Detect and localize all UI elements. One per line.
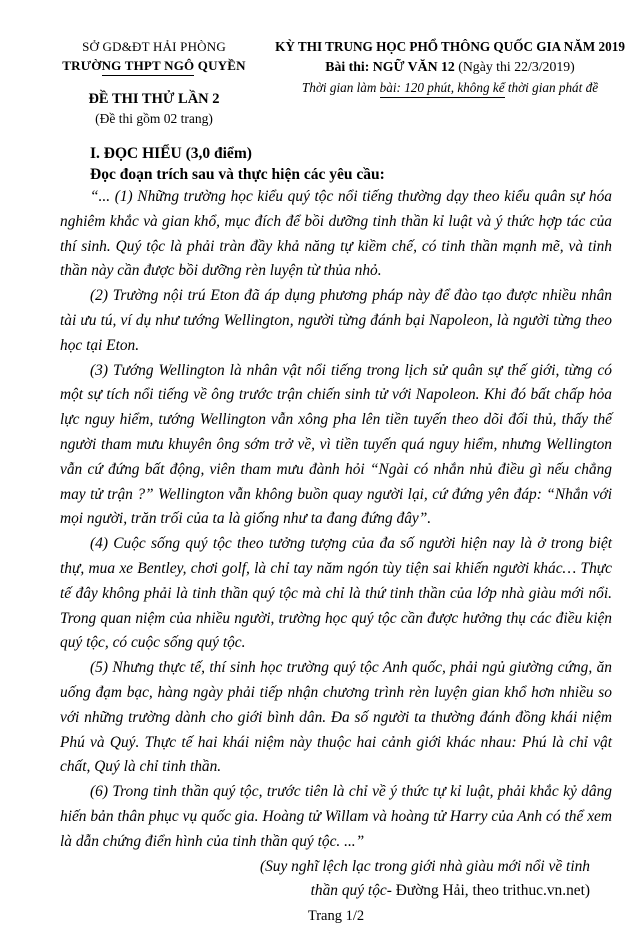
source-attribution xyxy=(60,855,612,905)
passage-paragraph-2: (2) Trường nội trú Eton đã áp dụng phương pháp này để đào tạo được nhiều nhân tài ưu tú, ví dụ như tướng Wellington, người từng đánh bại Napoleon, là người từng theo học tại Eton. xyxy=(60,287,612,354)
document-header xyxy=(0,38,641,128)
attribution-source-title: thần quý tộc xyxy=(310,882,387,900)
section-heading: I. ĐỌC HIỂU (3,0 điểm) xyxy=(90,145,252,162)
duration-post: thời gian phát đề xyxy=(504,80,599,95)
department-name: SỞ GD&ĐT HẢI PHÒNG xyxy=(82,39,226,54)
school-name xyxy=(45,56,263,75)
school-name-pre: TRƯỜ xyxy=(62,58,102,73)
passage-paragraph-3: (3) Tướng Wellington là nhân vật nổi tiếng trong lịch sử quân sự thế giới, từng có một sự tích nổi tiếng về ông trước trận chiến sinh tử với Napoleon. Khi đó bất chấp hỏa lực nguy hiểm, tướng Wellington vẫn xông pha lên tiền tuyến theo dõi đối thủ, thấy thế người tham mưu khuyên ông sớm trở về, vì tiền tuyến quá nguy hiểm, nhưng Wellington vẫn cứ đứng bất động, viên tham mưu đành hỏi “Ngài có nhắn nhủ điều gì nếu chẳng may tử trận ?” Wellington vẫn không buồn quay người lại, cứ đứng yên đáp: “Nhắn với mọi người, trăn trối của ta là giống như ta đang đứng đây”. xyxy=(60,361,612,528)
exam-date: (Ngày thi 22/3/2019) xyxy=(458,59,575,74)
document-body xyxy=(0,143,641,927)
subject-name: Bài thi: NGỮ VĂN 12 xyxy=(325,59,459,74)
attribution-author: - Đường Hải, theo trithuc.vn.net) xyxy=(386,882,590,900)
school-name-underlined: NG THPT NGÔ xyxy=(102,58,195,76)
subject-line xyxy=(263,56,637,77)
exam-round-title: ĐỀ THI THỬ LẦN 2 xyxy=(88,91,220,107)
duration-pre: Thời gian làm xyxy=(301,80,380,95)
passage-paragraph-4: (4) Cuộc sống quý tộc theo tưởng tượng của đa số người hiện nay là ở trong biệt thự, mua xe Bentley, chơi golf, là chỉ tay năm ngón tùy tiện sai khiến người khác… Thực tế đây không phải là tinh thần quý tộc mà chỉ là thứ tinh thần của lớp nhà giàu mới nổi. Trong quan niệm của nhiều người, trường học quý tộc cần được hưởng thụ các điều kiện quý tộc, có cuộc sống quý tộc. xyxy=(60,535,612,652)
national-exam-name: KỲ THI TRUNG HỌC PHỔ THÔNG QUỐC GIA NĂM 2019 xyxy=(275,39,625,54)
section-instruction: Đọc đoạn trích sau và thực hiện các yêu cầu: xyxy=(90,166,385,183)
duration-underlined: bài: 120 phút, không kể xyxy=(380,80,505,98)
header-right-block xyxy=(263,38,641,98)
passage-paragraph-5: (5) Nhưng thực tế, thí sinh học trường quý tộc Anh quốc, phải ngủ giường cứng, ăn uống đạm bạc, hàng ngày phải tiếp nhận chương trình rèn luyện gian khổ hơn nhiều so với những trường dành cho giới bình dân. Đa số người ta thường đánh đồng khái niệm Phú và Quý. Thực tế hai khái niệm này thuộc hai cảnh giới khác nhau: Phú là chỉ vật chất, Quý là chỉ tinh thần. xyxy=(60,659,612,776)
duration-line xyxy=(263,77,637,98)
page-count-note: (Đề thi gồm 02 trang) xyxy=(95,111,213,126)
attribution-line-1: (Suy nghĩ lệch lạc trong giới nhà giàu mới nổi về tinh xyxy=(259,857,590,875)
page-number: Trang 1/2 xyxy=(307,908,365,925)
header-left-block xyxy=(45,38,263,128)
passage-paragraph-1: “... (1) Những trường học kiểu quý tộc nổi tiếng thường dạy theo kiểu quân sự hóa nghiêm khắc và gian khổ, mục đích để bồi dưỡng tinh thần kỉ luật và ý thức hợp tác của thí sinh. Quý tộc là phải tràn đầy khả năng tự kiềm chế, có tinh thần mạnh mẽ, và tinh thần này cần được bồi dưỡng rèn luyện từ thủa nhỏ. xyxy=(60,188,612,280)
passage-paragraph-6: (6) Trong tinh thần quý tộc, trước tiên là chỉ về ý thức tự kỉ luật, phải khắc kỷ dâng hiến bản thân phục vụ quốc gia. Hoàng tử Willam và hoàng tử Harry của Anh có thể xem là dẫn chứng điển hình của tinh thần quý tộc. ...” xyxy=(60,783,612,850)
attribution-line-2 xyxy=(60,879,590,904)
reading-passage xyxy=(60,185,612,855)
school-name-post: QUYỀN xyxy=(194,58,246,73)
